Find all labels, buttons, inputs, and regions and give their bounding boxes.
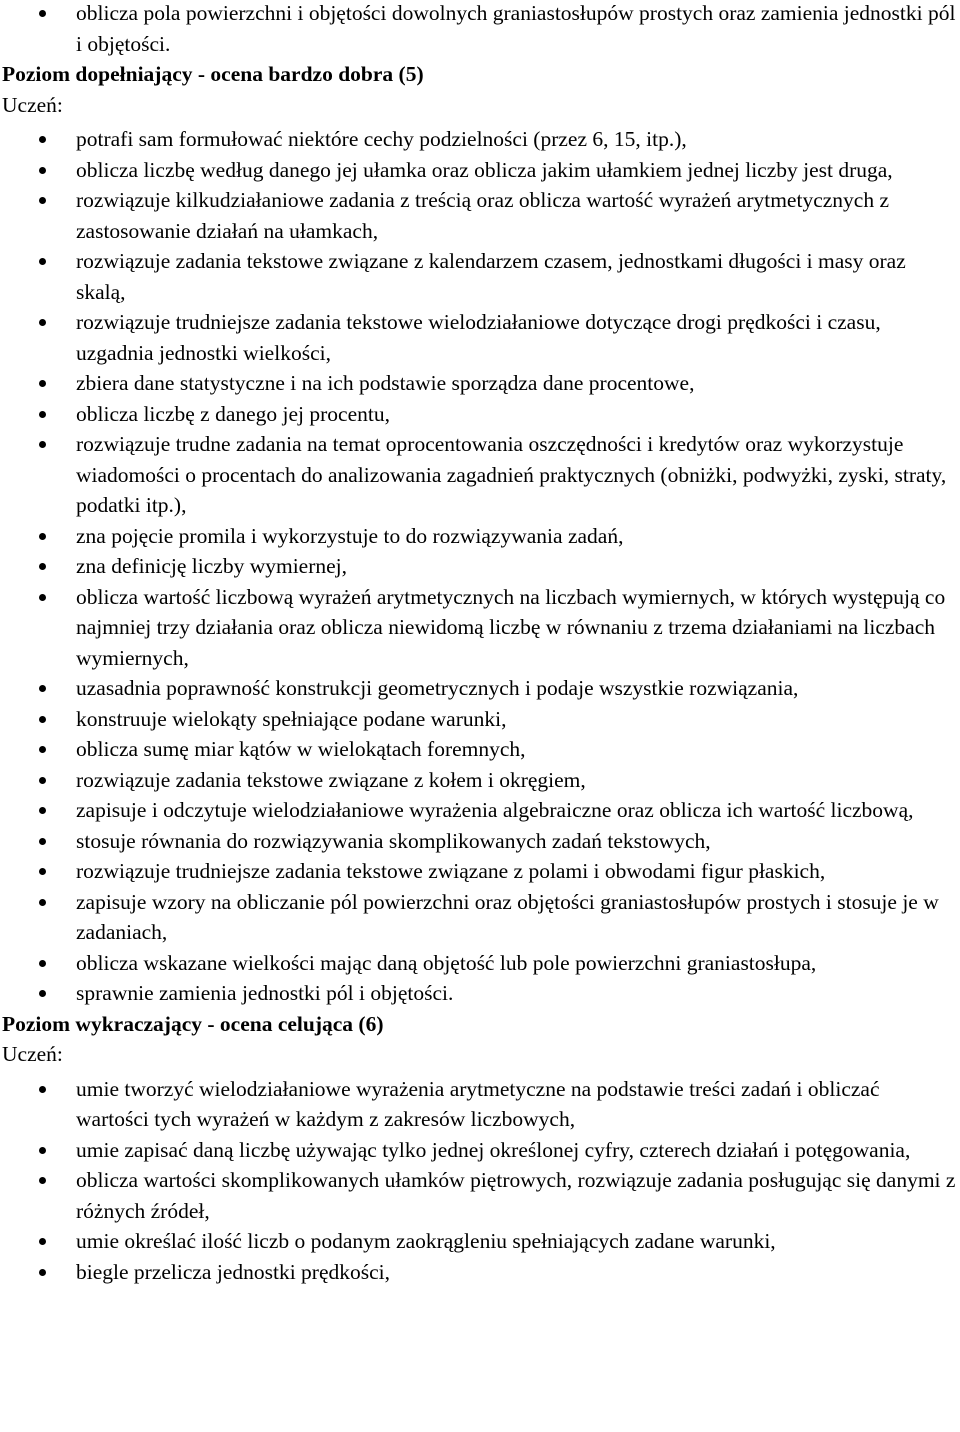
list-item-text: oblicza liczbę według danego jej ułamka oraz oblicza jakim ułamkiem jednej liczby jest druga,: [76, 157, 893, 182]
bullet-icon: [39, 411, 46, 418]
bullet-icon: [39, 258, 46, 265]
list-item-text: umie zapisać daną liczbę używając tylko jednej określonej cyfry, czterech działań i potęgowania,: [76, 1137, 911, 1162]
bullet-icon: [39, 1238, 46, 1245]
list-item: [2, 246, 956, 307]
bullet-icon: [39, 197, 46, 204]
bullet-icon: [39, 1177, 46, 1184]
bullet-icon: [39, 746, 46, 753]
section-6-heading: Poziom wykraczający - ocena celująca (6): [2, 1011, 384, 1036]
list-item: [2, 1165, 956, 1226]
list-item: [2, 826, 956, 857]
bullet-icon: [39, 533, 46, 540]
bullet-icon: [39, 594, 46, 601]
section-6-list: [2, 1074, 956, 1288]
list-item-text: oblicza sumę miar kątów w wielokątach foremnych,: [76, 737, 526, 761]
list-item-text: sprawnie zamienia jednostki pól i objętości.: [76, 981, 454, 1005]
list-item: [2, 1074, 956, 1135]
list-item-text: rozwiązuje trudne zadania na temat oprocentowania oszczędności i kredytów oraz wykorzystuje wiadomości o procentach do analizowania zagadnień praktycznych (obniżki, podwyżki, zyski, straty, podatki itp.),: [76, 432, 947, 517]
list-item-text: oblicza liczbę z danego jej procentu,: [76, 401, 390, 426]
list-item: [2, 765, 956, 796]
list-item: [2, 0, 956, 59]
list-item: [2, 795, 956, 826]
list-item-text: umie tworzyć wielodziałaniowe wyrażenia arytmetyczne na podstawie treści zadań i obliczać wartości tych wyrażeń w każdym z zakresów liczbowych,: [76, 1076, 880, 1131]
list-item-text: rozwiązuje zadania tekstowe związane z kołem i okręgiem,: [76, 767, 586, 792]
list-item-text: zna pojęcie promila i wykorzystuje to do rozwiązywania zadań,: [76, 523, 624, 548]
bullet-icon: [39, 136, 46, 143]
list-item-text: rozwiązuje kilkudziałaniowe zadania z treścią oraz oblicza wartość wyrażeń arytmetycznych z zastosowanie działań na ułamkach,: [76, 188, 889, 243]
list-item-text: stosuje równania do rozwiązywania skomplikowanych zadań tekstowych,: [76, 828, 711, 853]
list-item: [2, 856, 956, 887]
bullet-icon: [39, 685, 46, 692]
bullet-icon: [39, 838, 46, 845]
list-item-text: konstruuje wielokąty spełniające podane warunki,: [76, 706, 507, 731]
bullet-icon: [39, 1086, 46, 1093]
list-item-text: zna definicję liczby wymiernej,: [76, 554, 348, 578]
list-item: [2, 124, 956, 155]
bullet-icon: [39, 777, 46, 784]
list-item: [2, 521, 956, 552]
list-item: [2, 185, 956, 246]
section-6-label: Uczeń:: [2, 1042, 63, 1066]
bullet-icon: [39, 380, 46, 387]
section-5-label: Uczeń:: [2, 92, 63, 117]
list-item: [2, 429, 956, 521]
bullet-icon: [39, 167, 46, 174]
bullet-icon: [39, 990, 46, 997]
list-item: [2, 1257, 956, 1288]
list-item-text: rozwiązuje trudniejsze zadania tekstowe związane z polami i obwodami figur płaskich,: [76, 859, 826, 883]
list-item: [2, 368, 956, 399]
bullet-icon: [39, 1147, 46, 1154]
list-item: [2, 399, 956, 430]
list-item: [2, 551, 956, 582]
bullet-icon: [39, 1269, 46, 1276]
list-item-text: zbiera dane statystyczne i na ich podstawie sporządza dane procentowe,: [76, 371, 695, 395]
list-item: [2, 155, 956, 186]
list-item: [2, 582, 956, 674]
bullet-icon: [39, 441, 46, 448]
list-item: [2, 704, 956, 735]
bullet-icon: [39, 868, 46, 875]
intro-list: [2, 0, 956, 59]
list-item: [2, 1226, 956, 1257]
list-item-text: oblicza pola powierzchni i objętości dowolnych graniastosłupów prostych oraz zamienia jednostki pól i objętości.: [76, 1, 956, 56]
list-item-text: rozwiązuje trudniejsze zadania tekstowe wielodziałaniowe dotyczące drogi prędkości i czasu, uzgadnia jednostki wielkości,: [76, 310, 881, 365]
list-item: [2, 1135, 956, 1166]
list-item: [2, 734, 956, 765]
list-item-text: potrafi sam formułować niektóre cechy podzielności (przez 6, 15, itp.),: [76, 127, 687, 151]
list-item-text: oblicza wartości skomplikowanych ułamków piętrowych, rozwiązuje zadania posługując się danymi z różnych źródeł,: [76, 1168, 956, 1223]
list-item-text: biegle przelicza jednostki prędkości,: [76, 1259, 391, 1284]
list-item: [2, 673, 956, 704]
list-item-text: rozwiązuje zadania tekstowe związane z kalendarzem czasem, jednostkami długości i masy oraz skalą,: [76, 249, 906, 304]
list-item-text: oblicza wartość liczbową wyrażeń arytmetycznych na liczbach wymiernych, w których występują co najmniej trzy działania oraz oblicza niewidomą liczbę w równaniu z trzema działaniami na liczbach wymiernych,: [76, 584, 946, 670]
section-5-list: [2, 124, 956, 1009]
bullet-icon: [39, 807, 46, 814]
list-item-text: oblicza wskazane wielkości mając daną objętość lub pole powierzchni graniastosłupa,: [76, 950, 817, 975]
bullet-icon: [39, 319, 46, 326]
section-5-heading: Poziom dopełniający - ocena bardzo dobra (5): [2, 62, 424, 86]
list-item-text: uzasadnia poprawność konstrukcji geometrycznych i podaje wszystkie rozwiązania,: [76, 676, 799, 700]
list-item: [2, 307, 956, 368]
bullet-icon: [39, 10, 46, 17]
list-item: [2, 978, 956, 1009]
bullet-icon: [39, 716, 46, 723]
list-item-text: zapisuje wzory na obliczanie pól powierzchni oraz objętości graniastosłupów prostych i stosuje je w zadaniach,: [76, 889, 939, 944]
list-item: [2, 887, 956, 948]
bullet-icon: [39, 563, 46, 570]
bullet-icon: [39, 960, 46, 967]
list-item: [2, 948, 956, 979]
list-item-text: zapisuje i odczytuje wielodziałaniowe wyrażenia algebraiczne oraz oblicza ich wartość liczbową,: [76, 798, 914, 822]
list-item-text: umie określać ilość liczb o podanym zaokrągleniu spełniających zadane warunki,: [76, 1229, 776, 1253]
bullet-icon: [39, 899, 46, 906]
